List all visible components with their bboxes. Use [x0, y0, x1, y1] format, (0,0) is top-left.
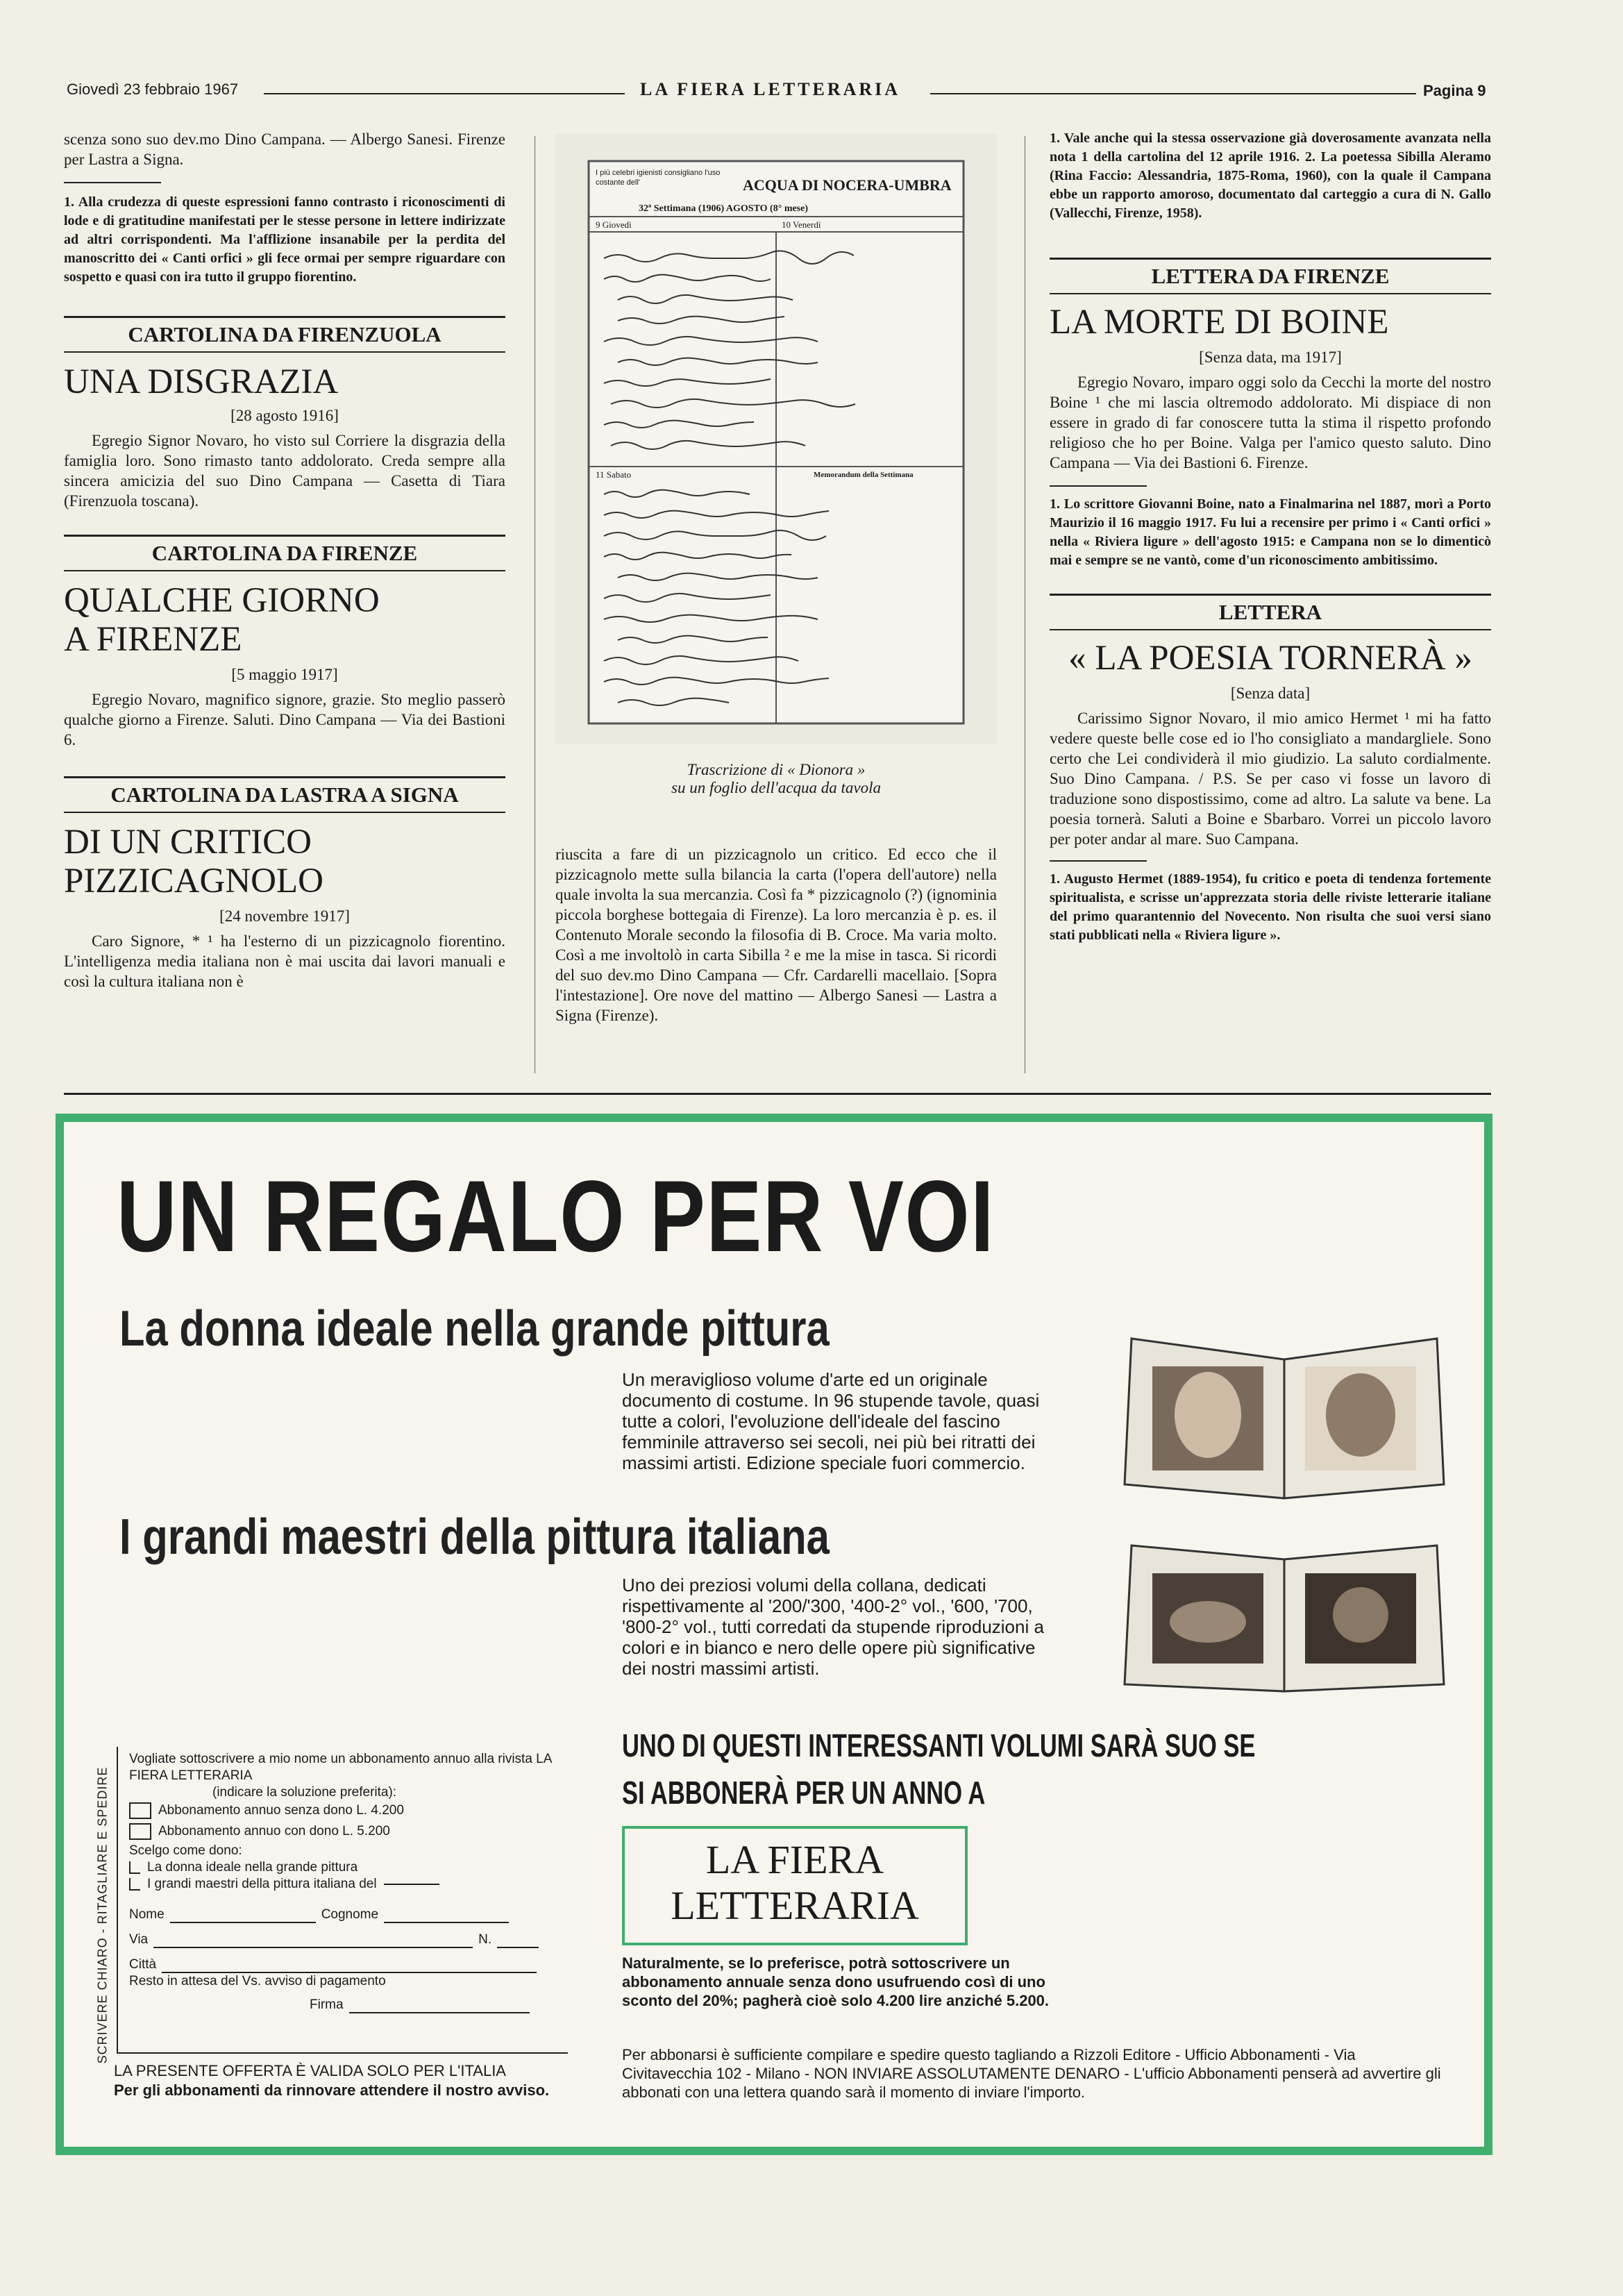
divider — [1050, 629, 1491, 630]
header-date: Giovedì 23 febbraio 1967 — [67, 81, 239, 98]
section-kicker: CARTOLINA DA FIRENZE — [151, 541, 418, 565]
surname-field[interactable] — [384, 1922, 509, 1923]
name-label: Nome — [129, 1907, 165, 1922]
checkbox[interactable] — [129, 1861, 140, 1874]
ad-subtitle-2: I grandi maestri della pittura italiana — [119, 1509, 830, 1565]
photo-memo: Memorandum della Settimana — [814, 471, 914, 479]
section-body: Egregio Signor Novaro, ho visto sul Corriere la disgrazia della famiglia loro. Sono rimasto tanto addolorato. Creda sempre alla sincera amicizia del suo Dino Campana — Casetta di Tiara (Firenzuola toscana). — [64, 432, 505, 510]
surname-label: Cognome — [321, 1907, 379, 1922]
section-title: LA MORTE DI BOINE — [1050, 303, 1389, 342]
section-title: UNA DISGRAZIA — [64, 362, 339, 401]
number-field[interactable] — [497, 1947, 539, 1948]
ad-text-1: Un meraviglioso volume d'arte ed un originale documento di costume. In 96 stupende tavole, quasi tutte a colori, l'evoluzione dell'ideale del fascino femminile attraverso sei secoli, nei più bei ritratti dei massimi artisti. Edizione speciale fuori commercio. — [622, 1369, 1040, 1473]
column-1 — [64, 129, 505, 991]
ad-instructions: Per abbonarsi è sufficiente compilare e spedire questo tagliando a Rizzoli Editore - Ufficio Abbonamenti - Via Civitavecchia 102 - Milano - NON INVIARE ASSOLUTAMENTE DENARO - L'ufficio Abbonamenti penserà ad avvertire gli abbonati con una lettera quando sarà il momento di inviare l'importo. — [622, 2046, 1441, 2101]
note-rule — [1050, 485, 1147, 487]
logo-line1: LA FIERA — [705, 1837, 884, 1882]
checkbox[interactable] — [129, 1878, 140, 1891]
section-body: Egregio Novaro, magnifico signore, grazie. Sto meglio passerò qualche giorno a Firenze. Saluti. Dino Campana — Via dei Bastioni 6. — [64, 691, 505, 748]
header-rule-right — [930, 93, 1416, 94]
divider — [64, 351, 505, 353]
book-image-1 — [1111, 1325, 1458, 1505]
photo-caption-line1: Trascrizione di « Dionora » — [687, 761, 866, 778]
photo-day3: 11 Sabato — [596, 469, 632, 480]
fill-line[interactable] — [384, 1884, 439, 1885]
coupon-valid: LA PRESENTE OFFERTA È VALIDA SOLO PER L'ITALIA — [114, 2062, 506, 2079]
street-label: Via — [129, 1932, 149, 1947]
section-date: [Senza data] — [1230, 685, 1311, 702]
coupon-bottom-rule — [117, 2052, 568, 2054]
coupon-side-label: SCRIVERE CHIARO - RITAGLIARE E SPEDIRE — [95, 1766, 110, 2064]
divider — [64, 535, 505, 537]
coupon-renew: Per gli abbonamenti da rinnovare attendere il nostro avviso. — [114, 2081, 550, 2099]
option-label: Abbonamento annuo senza dono L. 4.200 — [158, 1803, 404, 1818]
photo-brand: ACQUA DI NOCERA-UMBRA — [743, 176, 952, 194]
section-date: [24 novembre 1917] — [219, 907, 350, 925]
magazine-logo — [622, 1826, 968, 1945]
photo-caption-line2: su un foglio dell'acqua da tavola — [671, 779, 881, 796]
coupon-choose: Scelgo come dono: — [129, 1843, 242, 1858]
gift-label: La donna ideale nella grande pittura — [147, 1860, 358, 1875]
photo-day1: 9 Giovedì — [596, 219, 632, 230]
ad-offer-line1: UNO DI QUESTI INTERESSANTI VOLUMI SARÀ SUO SE — [622, 1727, 1256, 1763]
section-kicker: LETTERA — [1218, 600, 1322, 624]
col3-notes: 1. Vale anche qui la stessa osservazione già doverosamente avanzata nella nota 1 della cartolina del 12 aprile 1916. 2. La poetessa Sibilla Aleramo (Rina Faccio: Alessandria, 1875-Roma, 1960), con la quale il Campana ebbe un rapporto amoroso, documentato dal carteggio a cura di N. Gallo (Vallecchi, Firenze, 1958). — [1050, 131, 1491, 221]
section-title-line2: PIZZICAGNOLO — [64, 862, 323, 900]
section-kicker: CARTOLINA DA FIRENZUOLA — [128, 322, 442, 346]
coupon-intro: Vogliate sottoscrivere a mio nome un abbonamento annuo alla rivista LA FIERA LETTERARIA — [129, 1752, 552, 1783]
divider — [1050, 258, 1491, 260]
ad-naturally: Naturalmente, se lo preferisce, potrà sottoscrivere un abbonamento annuale senza dono usufruendo così di uno sconto del 20%; pagherà cioè solo 4.200 lire anziché 5.200. — [622, 1954, 1050, 2009]
manuscript-photo — [555, 133, 997, 744]
photo-day2: 10 Venerdì — [782, 219, 821, 230]
section-kicker: LETTERA DA FIRENZE — [1151, 264, 1390, 288]
divider — [64, 316, 505, 318]
section-date: [Senza data, ma 1917] — [1199, 349, 1342, 366]
gift-label: I grandi maestri della pittura italiana del — [147, 1877, 377, 1891]
option-label: Abbonamento annuo con dono L. 5.200 — [158, 1824, 390, 1838]
section-kicker: CARTOLINA DA LASTRA A SIGNA — [110, 782, 459, 807]
coupon-await: Resto in attesa del Vs. avviso di pagamento — [129, 1974, 386, 1988]
divider — [1050, 594, 1491, 596]
section-title-line1: DI UN CRITICO — [64, 823, 312, 862]
coupon-option-2[interactable] — [129, 1823, 560, 1840]
divider — [64, 570, 505, 571]
number-label: N. — [478, 1932, 492, 1947]
ad-text-2: Uno dei preziosi volumi della collana, dedicati rispettivamente al '200/'300, '400-2° vol., '600, '700, '800-2° vol., tutti corredati da stupende riproduzioni a colori e in bianco e nero delle opere più significative dei nostri massimi artisti. — [622, 1575, 1044, 1679]
logo-line2: LETTERARIA — [671, 1883, 919, 1928]
section-date: [5 maggio 1917] — [231, 666, 338, 683]
coupon-gift-1[interactable] — [129, 1859, 560, 1876]
coupon-gift-2[interactable] — [129, 1876, 560, 1893]
section-body: Carissimo Signor Novaro, il mio amico Hermet ¹ mi ha fatto vedere queste belle cose ed io l'ho consigliato a mandargliele. Sono certo che Lei condividerà il mio giudizio. La saluto cordialmente. Suo Dino Campana. / P.S. Se per caso vi fosse un lavoro di traduzione sono dispostissimo, come ad altro. La salute va bene. La poesia tornerà. Saluti a Boine e Sbarbaro. Vorrei un piccolo lavoro per poter andar al mare. Suo Campana. — [1050, 710, 1491, 848]
coupon — [94, 1741, 573, 2109]
masthead: LA FIERA LETTERARIA — [640, 79, 901, 99]
name-field[interactable] — [170, 1922, 316, 1923]
column-3 — [1050, 129, 1491, 945]
signature-field[interactable] — [349, 2012, 530, 2013]
street-field[interactable] — [153, 1947, 473, 1948]
col2-body: riuscita a fare di un pizzicagnolo un critico. Ed ecco che il pizzicagnolo mette sulla bilancia la carta (l'opera dell'autore) nella quale involta la sua mercanzia. Così fa * pizzicagnolo (?) (ignominia piccola borghese bottegaia di Firenze). La loro mercanzia è p. es. il Contenuto Morale secondo la filosofia di B. Croce. Ma varia molto. Così a me involtolò in carta Sibilla ² e me la mise in tasca. Si ricordi del suo dev.mo Dino Campana — Cfr. Cardarelli macellaio. [Sopra l'intestazione]. Ore nove del mattino — Albergo Sanesi — Lastra a Signa (Firenze). — [555, 846, 997, 1024]
section-title-line1: QUALCHE GIORNO — [64, 581, 380, 620]
note-rule — [1050, 860, 1147, 862]
photo-week: 32ª Settimana (1906) AGOSTO (8° mese) — [639, 203, 809, 214]
section-note: 1. Augusto Hermet (1889-1954), fu critico e poeta di tendenza fortemente spiritualista, e scrisse un'apprezzata storia delle riviste letterarie italiane del primo quarantennio del Novecento. Non risulta che suoi versi siano stati pubblicati nella « Riviera ligure ». — [1050, 871, 1491, 943]
ad-offer-line2: SI ABBONERÀ PER UN ANNO A — [622, 1775, 986, 1811]
city-label: Città — [129, 1957, 157, 1972]
col1-intro: scenza sono suo dev.mo Dino Campana. — Albergo Sanesi. Firenze per Lastra a Signa. — [64, 131, 505, 168]
col1-note: 1. Alla crudezza di queste espressioni fanno contrasto i riconoscimenti di lode e di gratitudine manifestati per le stesse persone in lettere indirizzate ad altri corrispondenti. Ma l'afflizione insanabile per la perdita del manoscritto dei « Canti orfici » gli fece ormai per sempre riguardare con sospetto e quasi con ira tutto il gruppo fiorentino. — [64, 194, 505, 285]
photo-top-text: I più celebri igienisti consigliano l'uso costante dell' — [596, 169, 721, 187]
page-number: Pagina 9 — [1423, 82, 1486, 99]
divider — [64, 812, 505, 813]
note-rule — [64, 182, 161, 183]
section-title-line2: A FIRENZE — [64, 620, 242, 659]
checkbox[interactable] — [129, 1802, 151, 1819]
section-title: « LA POESIA TORNERÀ » — [1068, 639, 1472, 678]
book-image-2 — [1111, 1525, 1458, 1705]
divider — [64, 776, 505, 778]
header-rule-left — [264, 93, 625, 94]
coupon-option-1[interactable] — [129, 1802, 560, 1819]
section-date: [28 agosto 1916] — [230, 407, 339, 424]
coupon-border — [117, 1747, 118, 2052]
coupon-indicate: (indicare la soluzione preferita): — [212, 1785, 397, 1800]
signature-label: Firma — [310, 1997, 344, 2012]
section-body: Caro Signore, * ¹ ha l'esterno di un pizzicagnolo fiorentino. L'intelligenza media italiana non è mai uscita dai lavori manuali e così la cultura italiana non è — [64, 932, 505, 990]
section-note: 1. Lo scrittore Giovanni Boine, nato a Finalmarina nel 1887, morì a Porto Maurizio il 16 maggio 1917. Fu lui a recensire per primo i « Canti orfici » nella « Riviera ligure » dell'agosto 1915: e Campana non se lo dimenticò mai e sempre se ne vantò, come d'un riconoscimento ambitissimo. — [1050, 496, 1491, 568]
divider — [1050, 293, 1491, 294]
bottom-rule — [64, 1093, 1491, 1095]
ad-headline: UN REGALO PER VOI — [117, 1159, 995, 1273]
ad-subtitle-1: La donna ideale nella grande pittura — [119, 1301, 830, 1357]
section-body: Egregio Novaro, imparo oggi solo da Cecchi la morte del nostro Boine ¹ che mi lascia oltremodo addolorato. Mi dispiace di non essere in grado di far conoscere tutta la stima il rispetto profondo religioso che ho per Boine. Valga per l'amico questo saluto. Dino Campana — Via dei Bastioni 6. Firenze. — [1050, 374, 1491, 471]
checkbox[interactable] — [129, 1823, 151, 1840]
